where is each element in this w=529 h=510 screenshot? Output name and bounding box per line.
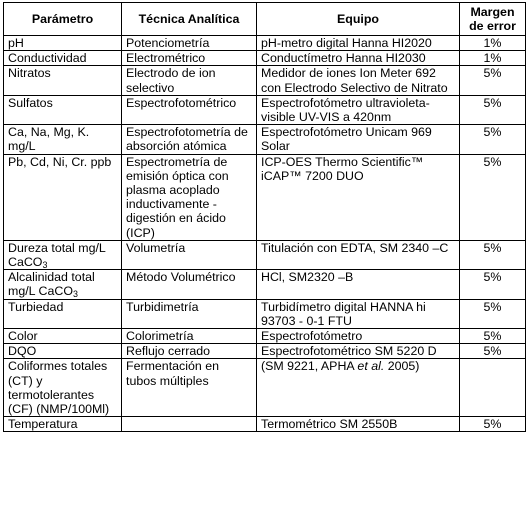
table-row — [4, 417, 526, 432]
cell-margen: 5% — [460, 417, 526, 432]
cell-tecnica: Turbidimetría — [122, 299, 257, 328]
cell-tecnica: Potenciometría — [122, 36, 257, 51]
cell-margen: 5% — [460, 66, 526, 95]
subscript-3: 3 — [72, 289, 78, 300]
cell-equipo-text-end: 2005) — [384, 359, 420, 374]
cell-equipo-text: (SM 9221, APHA — [261, 359, 358, 374]
cell-margen: 5% — [460, 344, 526, 359]
cell-parametro: Sulfatos — [4, 95, 122, 124]
cell-equipo — [257, 359, 460, 417]
header-equipo: Equipo — [257, 3, 460, 36]
cell-margen: 5% — [460, 240, 526, 269]
cell-parametro: Color — [4, 329, 122, 344]
cell-equipo-italic: et al. — [357, 359, 385, 374]
cell-tecnica: Volumetría — [122, 240, 257, 269]
header-parametro: Parámetro — [4, 3, 122, 36]
cell-margen: 5% — [460, 154, 526, 240]
cell-equipo: ICP-OES Thermo Scientific™ iCAP™ 7200 DUO — [257, 154, 460, 240]
cell-tecnica: Electrodo de ion selectivo — [122, 66, 257, 95]
cell-equipo: Titulación con EDTA, SM 2340 –C — [257, 240, 460, 269]
table-row — [4, 329, 526, 344]
cell-tecnica: Espectrometría de emisión óptica con plasma acoplado inductivamente - digestión en ácido (ICP) — [122, 154, 257, 240]
cell-parametro: Turbiedad — [4, 299, 122, 328]
cell-parametro — [4, 270, 122, 299]
table-row — [4, 36, 526, 51]
cell-equipo: HCl, SM2320 –B — [257, 270, 460, 299]
cell-margen — [460, 359, 526, 417]
cell-equipo: pH-metro digital Hanna HI2020 — [257, 36, 460, 51]
table-row — [4, 95, 526, 124]
cell-equipo: Espectrofotómetro Unicam 969 Solar — [257, 125, 460, 154]
cell-margen: 5% — [460, 270, 526, 299]
table-row — [4, 51, 526, 66]
cell-parametro: Conductividad — [4, 51, 122, 66]
table-row — [4, 154, 526, 240]
analysis-methods-table — [3, 2, 526, 432]
table-row — [4, 125, 526, 154]
table-row — [4, 240, 526, 269]
cell-parametro: Pb, Cd, Ni, Cr. ppb — [4, 154, 122, 240]
cell-tecnica: Fermentación en tubos múltiples — [122, 359, 257, 417]
table-row — [4, 359, 526, 417]
cell-parametro: DQO — [4, 344, 122, 359]
cell-margen: 5% — [460, 125, 526, 154]
cell-equipo: Turbidímetro digital HANNA hi 93703 - 0-1 FTU — [257, 299, 460, 328]
table-row — [4, 66, 526, 95]
table-row — [4, 270, 526, 299]
cell-equipo: Medidor de iones Ion Meter 692 con Electrodo Selectivo de Nitrato — [257, 66, 460, 95]
subscript-3: 3 — [42, 260, 48, 271]
cell-parametro: Temperatura — [4, 417, 122, 432]
header-tecnica: Técnica Analítica — [122, 3, 257, 36]
cell-tecnica: Reflujo cerrado — [122, 344, 257, 359]
header-row — [4, 3, 526, 36]
cell-parametro — [4, 240, 122, 269]
cell-tecnica: Electrométrico — [122, 51, 257, 66]
cell-tecnica — [122, 417, 257, 432]
cell-margen: 5% — [460, 95, 526, 124]
header-margen: Margen de error — [460, 3, 526, 36]
table-row — [4, 344, 526, 359]
cell-equipo: Espectrofotómetro — [257, 329, 460, 344]
cell-margen: 5% — [460, 299, 526, 328]
cell-parametro: Ca, Na, Mg, K. mg/L — [4, 125, 122, 154]
cell-tecnica: Colorimetría — [122, 329, 257, 344]
cell-equipo: Espectrofotométrico SM 5220 D — [257, 344, 460, 359]
cell-margen: 5% — [460, 329, 526, 344]
cell-margen: 1% — [460, 36, 526, 51]
cell-equipo: Termométrico SM 2550B — [257, 417, 460, 432]
cell-parametro: pH — [4, 36, 122, 51]
cell-parametro: Nitratos — [4, 66, 122, 95]
cell-tecnica: Espectrofotometría de absorción atómica — [122, 125, 257, 154]
cell-parametro-text: Dureza total mg/L CaCO — [8, 240, 106, 270]
cell-parametro: Coliformes totales (CT) y termotolerantes (CF) (NMP/100Ml) — [4, 359, 122, 417]
cell-tecnica: Espectrofotométrico — [122, 95, 257, 124]
cell-margen: 1% — [460, 51, 526, 66]
table-row — [4, 299, 526, 328]
cell-equipo: Conductímetro Hanna HI2030 — [257, 51, 460, 66]
cell-parametro-text: Alcalinidad total mg/L CaCO — [8, 270, 95, 299]
cell-equipo: Espectrofotómetro ultravioleta-visible UV-VIS a 420nm — [257, 95, 460, 124]
cell-tecnica: Método Volumétrico — [122, 270, 257, 299]
